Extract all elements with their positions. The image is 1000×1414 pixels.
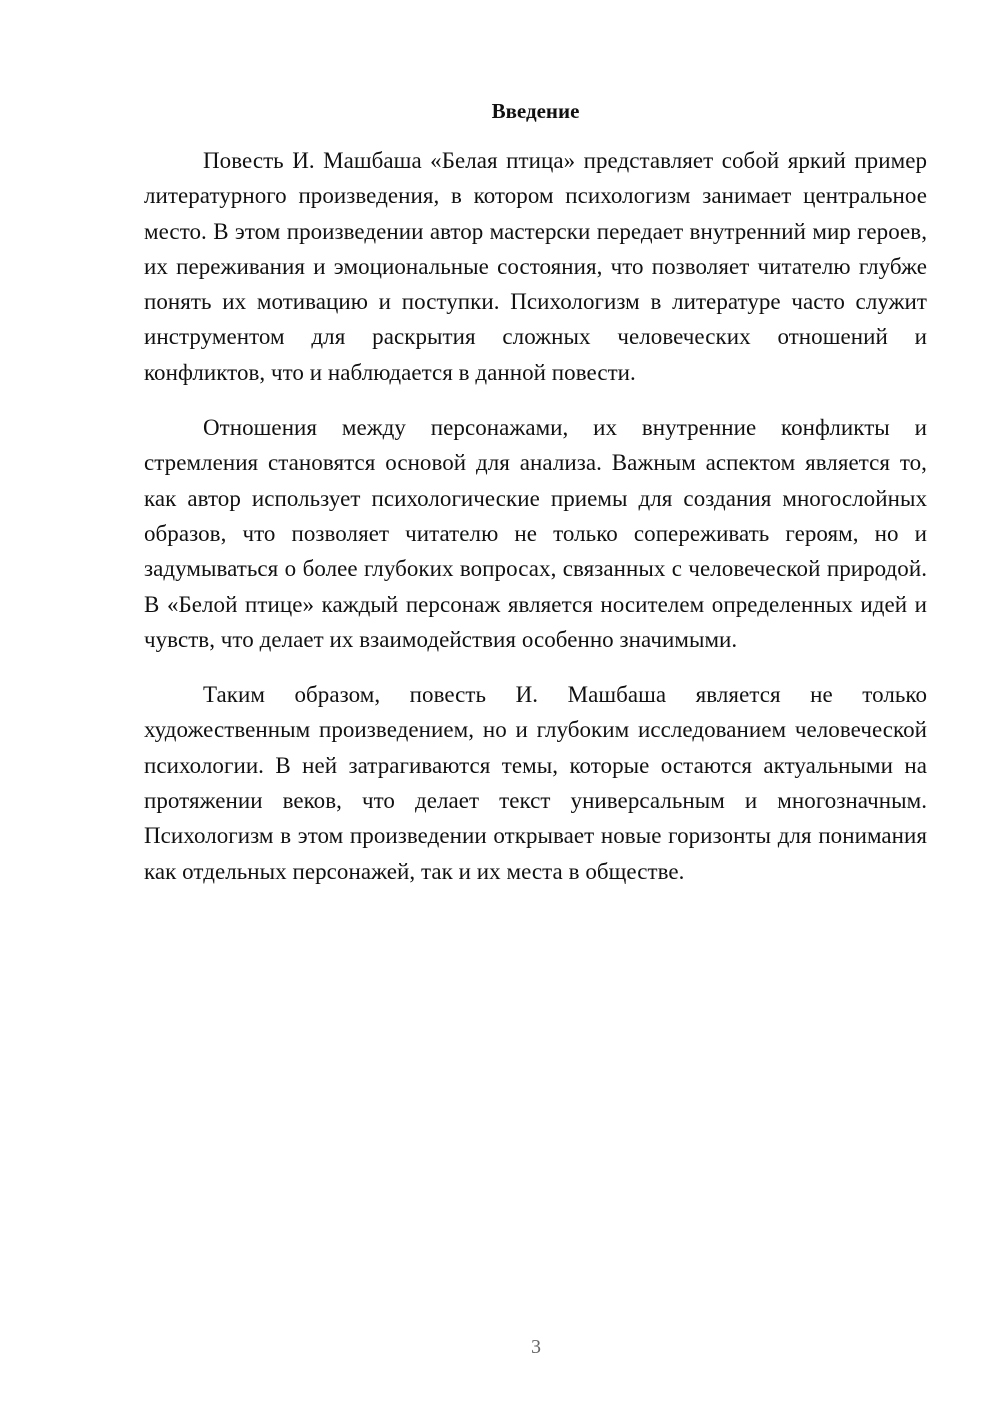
paragraph-3: Таким образом, повесть И. Машбаша является не только художественным произведением, но и глубоким исследованием человеческой психологии. В ней затрагиваются темы, которые остаются актуальными на протяжении веков, что делает текст универсальным и многозначным. Психологизм в этом произведении открывает новые горизонты для понимания как отдельных персонажей, так и их места в обществе. (144, 682, 927, 884)
paragraph-1: Повесть И. Машбаша «Белая птица» представляет собой яркий пример литературного произведения, в котором психологизм занимает центральное место. В этом произведении автор мастерски передает внутренний мир героев, их переживания и эмоциональные состояния, что позволяет читателю глубже понять их мотивацию и поступки. Психологизм в литературе часто служит инструментом для раскрытия сложных человеческих отношений и конфликтов, что и наблюдается в данной повести. (144, 148, 927, 385)
document-body (144, 143, 927, 909)
section-heading: Введение (491, 99, 580, 123)
paragraph-2: Отношения между персонажами, их внутренние конфликты и стремления становятся основой для анализа. Важным аспектом является то, как автор использует психологические приемы для создания многослойных образов, что позволяет читателю не только сопереживать героям, но и задумываться о более глубоких вопросах, связанных с человеческой природой. В «Белой птице» каждый персонаж является носителем определенных идей и чувств, что делает их взаимодействия особенно значимыми. (144, 415, 927, 652)
page-number: 3 (531, 1336, 541, 1358)
